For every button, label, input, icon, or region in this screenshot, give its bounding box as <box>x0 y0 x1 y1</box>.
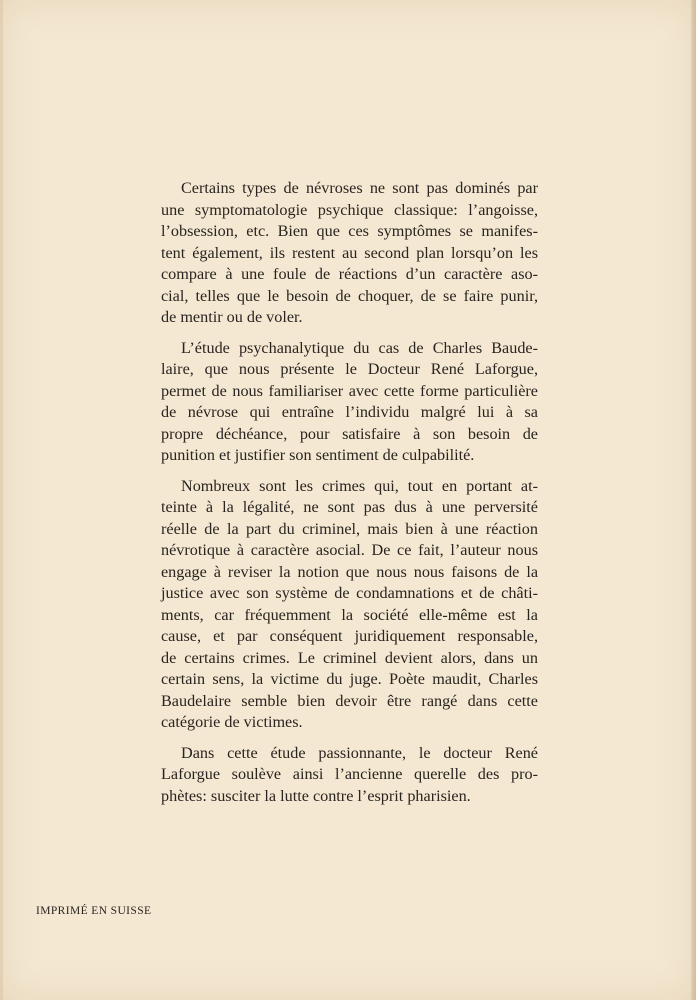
paragraph-3 <box>161 476 538 734</box>
text-line: laire, que nous présente le Docteur René Laforgue, <box>161 360 538 378</box>
text-line: de mentir ou de voler. <box>161 308 303 326</box>
text-line: punition et justifier son sentiment de culpabilité. <box>161 446 475 464</box>
text-line: Dans cette étude passionnante, le docteur René <box>181 743 538 762</box>
text-line: L’étude psychanalytique du cas de Charles Baude- <box>181 338 538 357</box>
text-line: réelle de la part du criminel, mais bien à une réaction <box>161 519 538 538</box>
text-line: tent également, ils restent au second plan lorsqu’on les <box>161 243 538 262</box>
text-line: l’obsession, etc. Bien que ces symptômes se manifes- <box>161 222 538 240</box>
text-line: Nombreux sont les crimes qui, tout en portant at- <box>181 476 538 495</box>
text-line: une symptomatologie psychique classique: l’angoisse, <box>161 200 538 219</box>
text-line: compare à une foule de réactions d’un caractère aso- <box>161 265 538 283</box>
printed-in-switzerland-note: IMPRIMÉ EN SUISSE <box>36 905 152 917</box>
text-line: Laforgue soulève ainsi l’ancienne querelle des pro- <box>161 765 538 783</box>
text-line: phètes: susciter la lutte contre l’esprit pharisien. <box>161 786 471 805</box>
text-line: de certains crimes. Le criminel devient alors, dans un <box>161 648 538 667</box>
text-line: de névrose qui entraîne l’individu malgré lui à sa <box>161 403 538 421</box>
text-line: névrotique à caractère asocial. De ce fait, l’auteur nous <box>161 541 538 559</box>
text-line: catégorie de victimes. <box>161 713 303 731</box>
text-line: Baudelaire semble bien devoir être rangé dans cette <box>161 691 538 710</box>
text-line: cause, et par conséquent juridiquement responsable, <box>161 627 538 645</box>
paragraph-1 <box>161 178 538 329</box>
text-line: teinte à la légalité, ne sont pas dus à une perversité <box>161 498 538 516</box>
page-edge-right <box>691 0 696 1000</box>
text-line: engage à reviser la notion que nous nous faisons de la <box>161 562 538 581</box>
page-edge-left <box>0 0 3 1000</box>
text-line: cial, telles que le besoin de choquer, de se faire punir, <box>161 286 538 305</box>
text-line: permet de nous familiariser avec cette forme particulière <box>161 381 538 400</box>
text-line: certain sens, la victime du juge. Poète maudit, Charles <box>161 670 538 688</box>
paragraph-4 <box>161 743 538 808</box>
paragraph-2 <box>161 338 538 467</box>
text-line: Certains types de névroses ne sont pas dominés par <box>181 179 538 197</box>
text-line: justice avec son système de condamnations et de châti- <box>161 584 538 602</box>
text-line: propre déchéance, pour satisfaire à son besoin de <box>161 424 538 443</box>
text-line: ments, car fréquemment la société elle-même est la <box>161 605 538 624</box>
blurb-text <box>161 178 538 816</box>
